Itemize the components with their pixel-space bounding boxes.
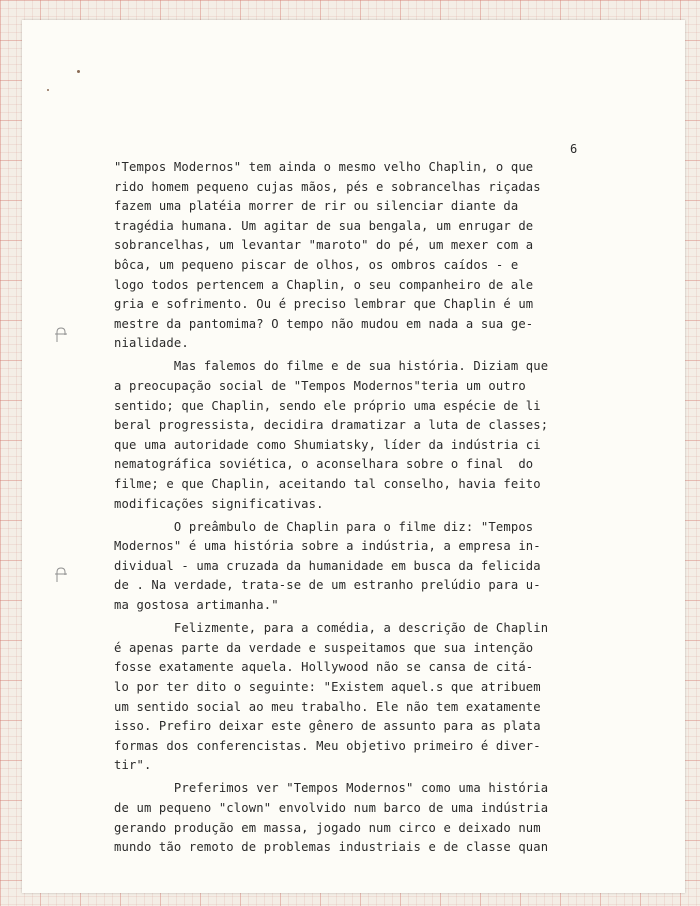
text-line: tragédia humana. Um agitar de sua bengala, um enrugar de — [114, 218, 534, 233]
text-line: mestre da pantomima? O tempo não mudou em nada a sua ge- — [114, 316, 534, 331]
text-line: dividual - uma cruzada da humanidade em busca da felicida — [114, 558, 541, 573]
page-number: 6 — [570, 142, 578, 156]
paragraph — [114, 619, 566, 776]
body-text — [114, 158, 566, 858]
text-line: mundo tão remoto de problemas industriais e de classe quan — [114, 840, 549, 855]
text-line: formas dos conferencistas. Meu objetivo primeiro é diver- — [114, 738, 541, 753]
text-line: modificações significativas. — [114, 496, 324, 511]
text-line: um sentido social ao meu trabalho. Ele não tem exatamente — [114, 699, 541, 714]
text-line: O preâmbulo de Chaplin para o filme diz: "Tempos — [114, 519, 534, 534]
text-line: de um pequeno "clown" envolvido num barco de uma indústria — [114, 801, 549, 815]
text-line: nialidade. — [114, 336, 189, 351]
text-line: tir". — [114, 758, 152, 773]
text-line: ma gostosa artimanha." — [114, 598, 279, 613]
text-line: fazem uma platéia morrer de rir ou silenciar diante da — [114, 199, 519, 214]
text-line: logo todos pertencem a Chaplin, o seu companheiro de ale — [114, 277, 534, 292]
text-line: Felizmente, para a comédia, a descrição de Chaplin — [114, 621, 549, 636]
paragraph — [114, 518, 566, 616]
text-line: que uma autoridade como Shumiatsky, líder da indústria ci — [114, 437, 541, 452]
text-line: nematográfica soviética, o aconselhara sobre o final do — [114, 457, 534, 472]
paragraph — [114, 779, 566, 857]
text-line: sentido; que Chaplin, sendo ele próprio uma espécie de li — [114, 398, 541, 413]
text-line: gria e sofrimento. Ou é preciso lembrar que Chaplin é um — [114, 297, 534, 312]
text-line: lo por ter dito o seguinte: "Existem aquel.s que atribuem — [114, 679, 541, 694]
text-line: sobrancelhas, um levantar "maroto" do pé, um mexer com a — [114, 238, 534, 253]
text-line: Mas falemos do filme e de sua história. Diziam que — [114, 359, 549, 374]
text-line: filme; e que Chaplin, aceitando tal conselho, havia feito — [114, 477, 541, 491]
text-line: gerando produção em massa, jogado num circo e deixado num — [114, 820, 541, 835]
text-line: isso. Prefiro deixar este gênero de assunto para as plata — [114, 719, 541, 734]
text-line: beral progressista, decidira dramatizar a luta de classes; — [114, 418, 549, 433]
paper-speck — [77, 70, 80, 73]
text-line: rido homem pequeno cujas mãos, pés e sobrancelhas riçadas — [114, 179, 541, 194]
paragraph — [114, 158, 566, 354]
text-line: a preocupação social de "Tempos Modernos"teria um outro — [114, 379, 526, 394]
text-line: de . Na verdade, trata-se de um estranho prelúdio para u- — [114, 578, 541, 593]
text-line: "Tempos Modernos" tem ainda o mesmo velho Chaplin, o que — [114, 160, 534, 174]
text-line: fosse exatamente aquela. Hollywood não se cansa de citá- — [114, 660, 534, 675]
text-line: Preferimos ver "Tempos Modernos" como uma história — [114, 781, 549, 796]
margin-pencil-mark — [54, 326, 68, 344]
paper-speck — [47, 89, 49, 91]
text-line: é apenas parte da verdade e suspeitamos que sua intenção — [114, 640, 534, 655]
paragraph — [114, 357, 566, 514]
text-line: Modernos" é uma história sobre a indústria, a empresa in- — [114, 539, 541, 554]
text-line: bôca, um pequeno piscar de olhos, os ombros caídos - e — [114, 257, 519, 272]
margin-pencil-mark — [54, 566, 68, 584]
